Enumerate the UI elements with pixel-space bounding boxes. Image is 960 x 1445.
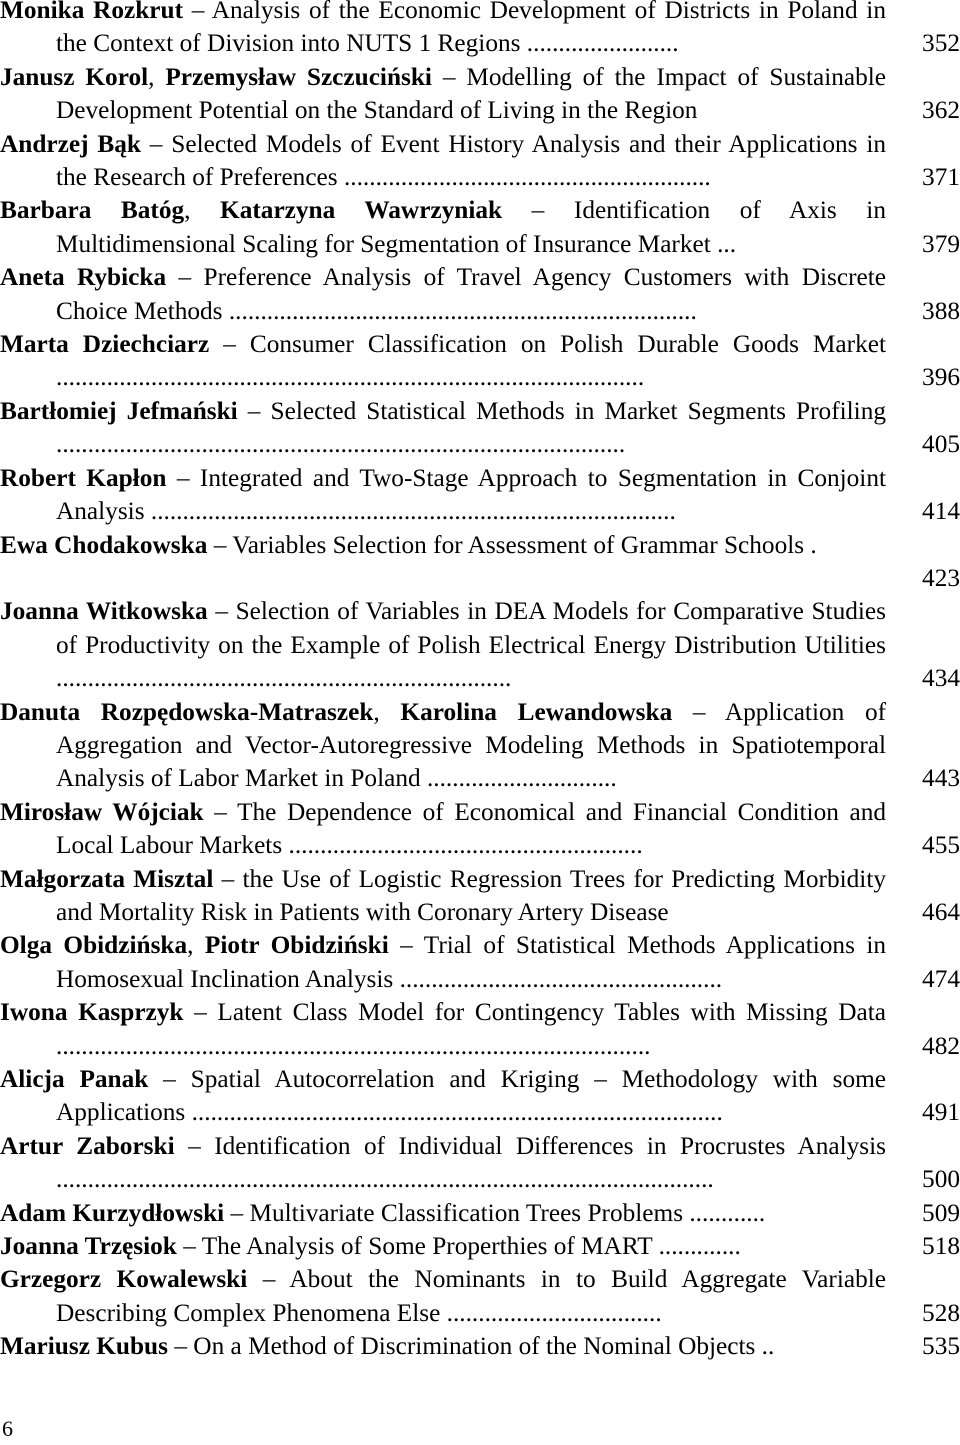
toc-page-number: 528 — [922, 1298, 960, 1327]
toc-entry-text — [0, 696, 886, 796]
toc-page-number: 491 — [922, 1098, 960, 1127]
toc-entry — [0, 1197, 960, 1230]
toc-title: Integrated and Two-Stage Approach to Segmentation in Conjoint Analysis ................................................................................... — [56, 463, 886, 526]
toc-title: On a Method of Discrimination of the Nominal Objects .. — [193, 1332, 775, 1361]
toc-entry — [0, 1063, 960, 1130]
toc-author: Iwona Kasprzyk — [0, 998, 184, 1027]
toc-entry — [0, 1330, 960, 1363]
toc-entry-text — [0, 1263, 886, 1330]
toc-author: Monika Rozkrut — [0, 0, 183, 24]
toc-entry-text — [0, 395, 886, 462]
toc-author: Aneta Rybicka — [0, 263, 167, 292]
toc-author: Joanna Trzęsiok — [0, 1232, 177, 1261]
toc-dash: – — [191, 0, 205, 24]
toc-entry — [0, 1130, 960, 1197]
toc-author: Bartłomiej Jefmański — [0, 396, 238, 425]
toc-entry-text — [0, 328, 886, 395]
toc-entry-text — [0, 462, 886, 529]
toc-title: Selection of Variables in DEA Models for Comparative Studies of Productivity on the Example of Polish Electrical Energy Distribution Utilities ........................................................................ — [56, 597, 886, 693]
page-number: 6 — [2, 1416, 13, 1441]
toc-author: Marta Dziechciarz — [0, 330, 210, 359]
toc-entry — [0, 929, 960, 996]
toc-page-number: 464 — [922, 897, 960, 926]
toc-title: Modelling of the Impact of Sustainable Development Potential on the Standard of Living in the Region — [56, 62, 887, 125]
toc-entry-text — [0, 529, 886, 562]
toc-page-number: 500 — [922, 1165, 960, 1194]
toc-entry — [0, 328, 960, 395]
toc-title: The Analysis of Some Properthies of MART ............. — [201, 1232, 741, 1261]
toc-entry-text — [0, 261, 886, 328]
toc-author: Janusz Korol — [0, 62, 149, 91]
toc-title: Selected Statistical Methods in Market Segments Profiling .......................................................................................... — [56, 396, 887, 459]
toc-title: Application of Aggregation and Vector-Autoregressive Modeling Methods in Spatiotemporal Analysis of Labor Market in Poland .............................. — [56, 697, 887, 793]
toc-title: Trial of Statistical Methods Applications in Homosexual Inclination Analysis ................................................... — [56, 931, 886, 993]
toc-author: Karolina Lewandowska — [400, 697, 673, 726]
toc-author-separator: , — [148, 62, 166, 91]
toc-dash: – — [149, 129, 163, 158]
toc-title: Identification of Individual Differences in Procrustes Analysis ........................................................................................................ — [56, 1131, 886, 1194]
toc-dash: – — [247, 396, 261, 425]
toc-dash: – — [531, 196, 545, 225]
toc-entry-text — [0, 1130, 886, 1197]
toc-author: Barbara Batóg — [0, 196, 185, 225]
toc-entry-text — [0, 1063, 886, 1130]
toc-author: Mirosław Wójciak — [0, 797, 204, 826]
toc-dash: – — [213, 530, 227, 559]
toc-author: Robert Kapłon — [0, 463, 167, 492]
toc-dash: – — [262, 1265, 276, 1294]
toc-page-number: 379 — [922, 229, 960, 258]
toc-title: About the Nominants in to Build Aggregate Variable Describing Complex Phenomena Else .................................. — [56, 1265, 886, 1327]
toc-dash: – — [188, 1131, 201, 1160]
toc-entry — [0, 996, 960, 1063]
toc-dash: – — [442, 62, 456, 91]
toc-page-number: 518 — [922, 1232, 960, 1261]
toc-page-number: 405 — [922, 430, 960, 459]
toc-entry-text — [0, 194, 886, 261]
toc-dash: – — [214, 797, 227, 826]
toc-page-number: 474 — [922, 964, 960, 993]
toc-title: Preference Analysis of Travel Agency Customers with Discrete Choice Methods .......................................................................... — [56, 263, 886, 325]
toc-title: Latent Class Model for Contingency Tables with Missing Data .............................................................................................. — [56, 998, 887, 1060]
toc-dash: – — [163, 1064, 176, 1093]
toc-entry — [0, 1263, 960, 1330]
toc-entry-text — [0, 128, 886, 195]
toc-page-number: 352 — [922, 29, 960, 58]
toc-author: Małgorzata Misztal — [0, 864, 214, 893]
toc-dash: – — [176, 463, 190, 492]
toc-dash: – — [183, 1232, 196, 1261]
toc-page-number: 443 — [922, 764, 960, 793]
toc-dash: – — [178, 263, 192, 292]
toc-page-number: 414 — [922, 497, 960, 526]
toc-entry-text — [0, 595, 886, 695]
toc-title: Consumer Classification on Polish Durable Goods Market ............................................................................................. — [56, 330, 886, 392]
toc-entry — [0, 462, 960, 529]
toc-entry — [0, 1230, 960, 1263]
toc-page-number: 423 — [922, 563, 960, 592]
toc-dash: – — [400, 931, 413, 960]
toc-author: Piotr Obidziński — [204, 931, 389, 960]
toc-author: Alicja Panak — [0, 1064, 149, 1093]
toc-entry — [0, 261, 960, 328]
toc-entry — [0, 61, 960, 128]
toc-entry-text — [0, 1230, 886, 1263]
toc-page-number: 434 — [922, 664, 960, 693]
toc-entry — [0, 529, 960, 592]
toc-entry — [0, 194, 960, 261]
toc-entry-text — [0, 929, 886, 996]
toc-page-number: 371 — [922, 163, 960, 192]
toc-page-number: 396 — [922, 363, 960, 392]
toc-dash: – — [230, 1198, 244, 1227]
toc-author: Ewa Chodakowska — [0, 530, 208, 559]
toc-title: the Use of Logistic Regression Trees for Predicting Morbidity and Mortality Risk in Patients with Coronary Artery Disease — [56, 864, 887, 926]
toc-title: Identification of Axis in Multidimensional Scaling for Segmentation of Insurance Market ... — [56, 196, 886, 258]
toc-author: Przemysław Szczuciński — [165, 62, 432, 91]
toc-dash: – — [174, 1332, 187, 1361]
toc-page-number: 535 — [922, 1332, 960, 1361]
toc-dash: – — [215, 597, 228, 626]
toc-entry-text — [0, 61, 886, 128]
toc-title: Multivariate Classification Trees Problems ............ — [249, 1198, 766, 1227]
toc-author-separator: , — [187, 931, 205, 960]
toc-dash: – — [692, 697, 706, 726]
toc-page-number: 455 — [922, 831, 960, 860]
toc-dash: – — [194, 998, 207, 1027]
toc-entry — [0, 128, 960, 195]
toc-entry-text — [0, 996, 886, 1063]
toc-entry-text — [0, 1197, 886, 1230]
toc-dash: – — [221, 864, 235, 893]
toc-entry — [0, 595, 960, 695]
toc-author: Olga Obidzińska — [0, 931, 188, 960]
toc-author: Andrzej Bąk — [0, 129, 141, 158]
toc-author: Grzegorz Kowalewski — [0, 1265, 248, 1294]
toc-author: Artur Zaborski — [0, 1131, 175, 1160]
toc-entry-text — [0, 1330, 886, 1363]
toc-author: Mariusz Kubus — [0, 1332, 168, 1361]
toc-title: The Dependence of Economical and Financial Condition and Local Labour Markets ........................................................ — [56, 797, 887, 860]
toc-author: Adam Kurzydłowski — [0, 1198, 225, 1227]
toc-entry-text — [0, 0, 886, 61]
toc-entry — [0, 796, 960, 863]
toc-author: Joanna Witkowska — [0, 597, 208, 626]
toc-author-separator: , — [373, 697, 401, 726]
toc-page-number: 482 — [922, 1031, 960, 1060]
toc-entry-text — [0, 863, 886, 930]
toc-author: Katarzyna Wawrzyniak — [220, 196, 503, 225]
toc-entry — [0, 395, 960, 462]
toc-dash: – — [223, 330, 236, 359]
toc-entry — [0, 0, 960, 61]
toc-title: Analysis of the Economic Development of Districts in Poland in the Context of Division into NUTS 1 Regions ........................ — [56, 0, 886, 58]
toc-page-number: 388 — [922, 296, 960, 325]
toc-author-separator: , — [184, 196, 221, 225]
toc-title: Selected Models of Event History Analysis and their Applications in the Research of Preferences .......................................................... — [56, 129, 886, 192]
toc-page-number: 509 — [922, 1198, 960, 1227]
toc-title: Spatial Autocorrelation and Kriging – Methodology with some Applications .................................................................................... — [56, 1064, 886, 1127]
toc-entry — [0, 863, 960, 930]
toc-entry — [0, 696, 960, 796]
toc-title: Variables Selection for Assessment of Grammar Schools . — [232, 530, 817, 559]
toc-page-number: 362 — [922, 96, 960, 125]
toc-author: Danuta Rozpędowska-Matraszek — [0, 697, 374, 726]
toc-entry-text — [0, 796, 886, 863]
